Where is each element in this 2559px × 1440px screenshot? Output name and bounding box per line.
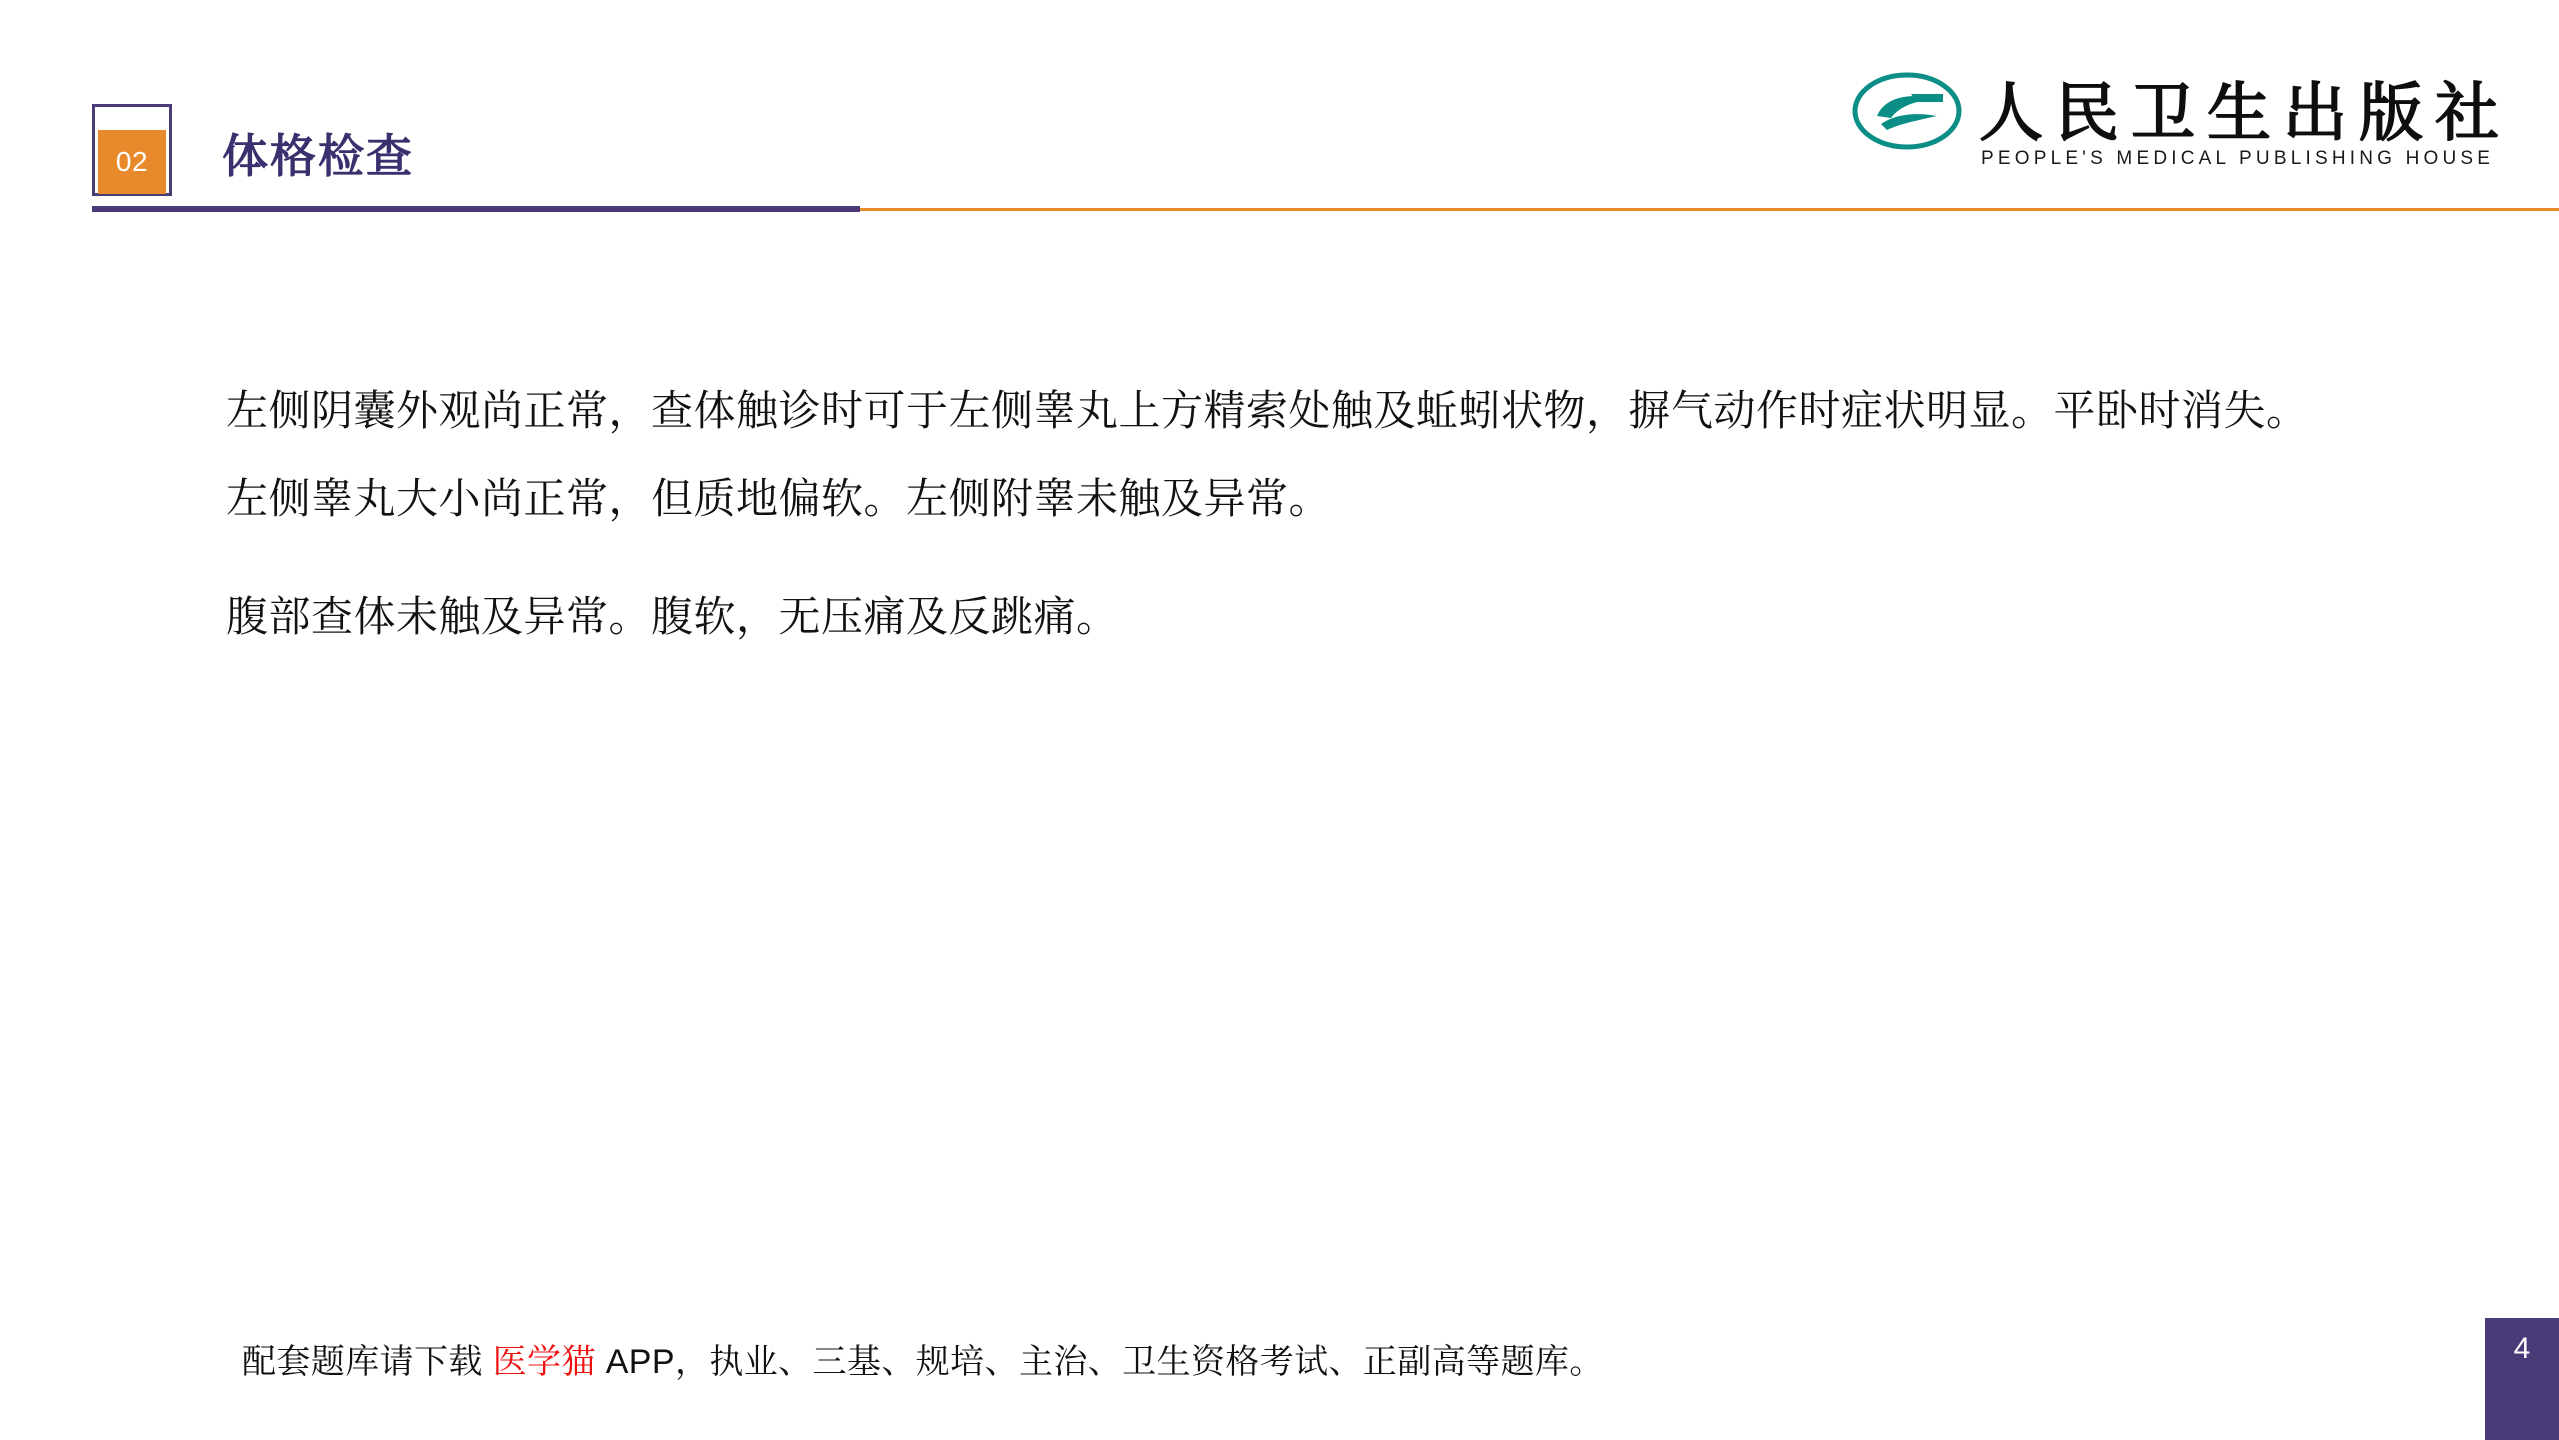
publisher-name-english: PEOPLE'S MEDICAL PUBLISHING HOUSE [1981,148,2495,169]
page-title: 体格检查 [222,130,414,182]
header-rule-orange [860,208,2559,211]
page-number-badge [2485,1318,2559,1440]
footer-note-suffix: APP，执业、三基、规培、主治、卫生资格考试、正副高等题库。 [595,1343,1604,1381]
pmph-emblem-icon [1851,70,1969,152]
body-paragraph-3: 腹部查体未触及异常。腹软，无压痛及反跳痛。 [226,593,1119,641]
footer-note-prefix: 配套题库请下载 [242,1343,493,1381]
footer-note [242,1334,1604,1383]
page-number-label: 4 [2513,1332,2531,1365]
publisher-logo [1851,62,2511,182]
section-number-badge [98,130,166,194]
section-number-label: 02 [115,146,149,177]
header-rule-purple [92,206,860,212]
slide-body [226,380,2396,674]
footer-app-name: 医学猫 [492,1343,596,1381]
slide-header [0,0,2559,210]
body-paragraph-2: 左侧睾丸大小尚正常，但质地偏软。左侧附睾未触及异常。 [226,475,1332,523]
body-paragraph-1: 左侧阴囊外观尚正常，查体触诊时可于左侧睾丸上方精索处触及蚯蚓状物，摒气动作时症状明显。平卧时消失。 [226,387,2309,434]
publisher-name-chinese: 人民卫生出版社 [1979,78,2511,149]
